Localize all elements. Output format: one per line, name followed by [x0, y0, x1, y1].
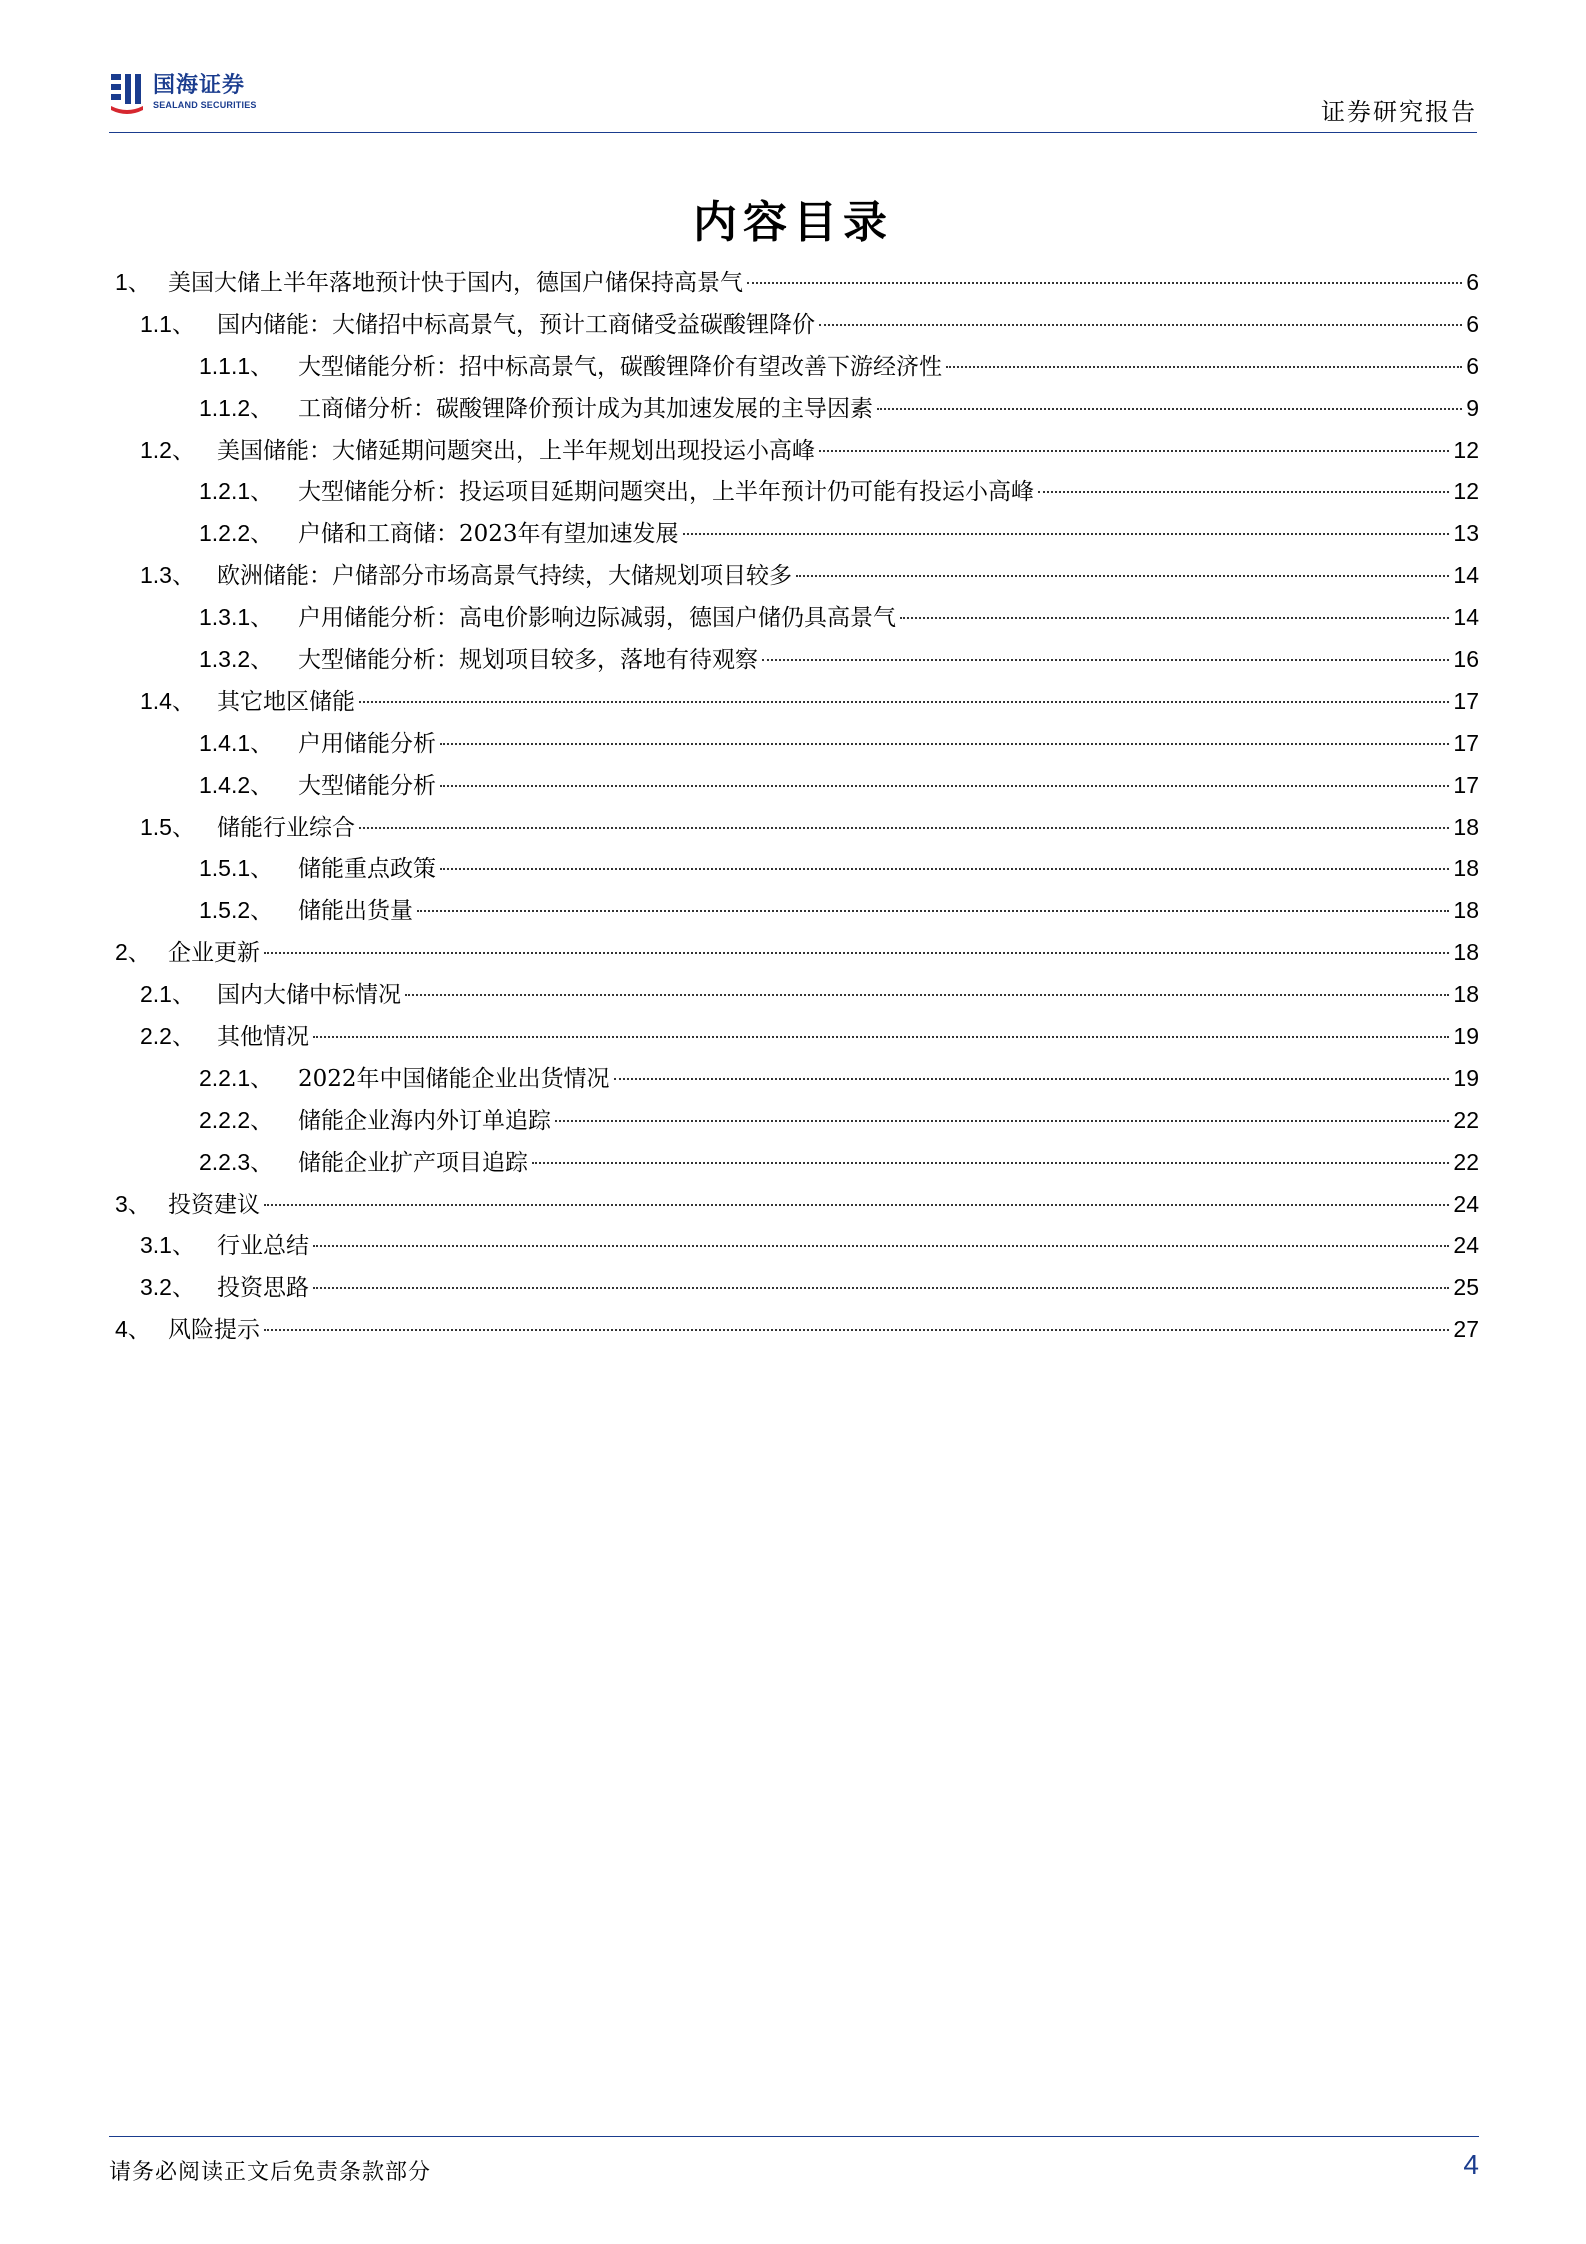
toc-entry-number: 2.1、: [140, 981, 195, 1008]
toc-entry-number: 2.2、: [140, 1023, 195, 1050]
toc-leader-dots: [359, 701, 1449, 703]
toc-entry-number: 1.4、: [140, 687, 195, 714]
toc-entry-number: 1.1.1、: [199, 352, 274, 379]
toc-entry-label: 美国储能：大储延期问题突出，上半年规划出现投运小高峰: [217, 437, 815, 464]
toc-entry-page: 22: [1453, 1148, 1479, 1175]
logo-chinese-name: 国海证券: [153, 73, 246, 98]
toc-leader-dots: [417, 910, 1449, 912]
toc-entry-page: 17: [1453, 771, 1479, 798]
page-title: 内容目录: [693, 197, 893, 248]
toc-entry-page: 18: [1453, 981, 1479, 1008]
toc-entry-number: 1.3.1、: [199, 604, 274, 631]
toc-leader-dots: [532, 1162, 1449, 1164]
toc-entry-label: 国内储能：大储招中标高景气，预计工商储受益碳酸锂降价: [217, 311, 815, 338]
toc-entry[interactable]: [115, 1309, 1479, 1351]
toc-entry-label: 工商储分析：碳酸锂降价预计成为其加速发展的主导因素: [298, 395, 873, 422]
toc-entry-page: 12: [1453, 478, 1479, 505]
toc-entry[interactable]: [115, 932, 1479, 974]
toc-leader-dots: [440, 743, 1449, 745]
toc-entry-label: 其他情况: [217, 1024, 309, 1051]
toc-entry-label: 投资建议: [168, 1191, 260, 1218]
toc-leader-dots: [796, 575, 1449, 577]
toc-entry[interactable]: [115, 1016, 1479, 1058]
toc-entry[interactable]: [115, 513, 1479, 555]
toc-entry-page: 24: [1453, 1190, 1479, 1217]
toc-leader-dots: [555, 1120, 1449, 1122]
toc-entry[interactable]: [115, 1058, 1479, 1100]
toc-entry[interactable]: [115, 681, 1479, 723]
toc-entry-page: 18: [1453, 855, 1479, 882]
toc-entry-number: 1.2.2、: [199, 520, 274, 547]
toc-entry-number: 2.2.1、: [199, 1064, 274, 1091]
toc-entry-label: 企业更新: [168, 940, 260, 967]
toc-entry-page: 24: [1453, 1232, 1479, 1259]
toc-entry-label: 户用储能分析: [298, 730, 436, 757]
toc-entry-label: 储能企业扩产项目追踪: [298, 1149, 528, 1176]
toc-leader-dots: [819, 324, 1462, 326]
toc-leader-dots: [819, 450, 1449, 452]
toc-entry[interactable]: [115, 974, 1479, 1016]
toc-leader-dots: [264, 1204, 1449, 1206]
toc-entry-number: 1.1.2、: [199, 394, 274, 421]
toc-entry-number: 1.2.1、: [199, 478, 274, 505]
toc-entry-number: 1.5、: [140, 813, 195, 840]
toc-entry-number: 1.2、: [140, 436, 195, 463]
toc-entry-page: 13: [1453, 520, 1479, 547]
sealand-logo-icon: [109, 70, 145, 114]
toc-leader-dots: [900, 617, 1449, 619]
toc-entry[interactable]: [115, 1142, 1479, 1184]
toc-entry-label: 户储和工商储：2023年有望加速发展: [298, 521, 679, 548]
table-of-contents: [115, 262, 1479, 1351]
toc-entry-label: 欧洲储能：户储部分市场高景气持续，大储规划项目较多: [217, 563, 792, 590]
toc-entry-page: 18: [1453, 897, 1479, 924]
page-footer: [109, 2136, 1479, 2185]
toc-leader-dots: [683, 533, 1450, 535]
toc-entry-page: 6: [1466, 310, 1479, 337]
toc-entry-page: 6: [1466, 269, 1479, 295]
toc-entry-number: 3.2、: [140, 1274, 195, 1301]
toc-entry-number: 2.2.2、: [199, 1106, 274, 1133]
disclaimer-text: 请务必阅读正文后免责条款部分: [109, 2160, 432, 2185]
toc-entry-page: 17: [1453, 729, 1479, 756]
toc-entry-page: 25: [1453, 1274, 1479, 1301]
toc-entry[interactable]: [115, 1184, 1479, 1226]
toc-leader-dots: [747, 282, 1462, 284]
page-number: 4: [1463, 2149, 1479, 2180]
toc-entry-page: 14: [1453, 604, 1479, 631]
toc-entry-page: 27: [1453, 1316, 1479, 1343]
toc-entry-page: 6: [1466, 352, 1479, 379]
toc-entry[interactable]: [115, 1100, 1479, 1142]
toc-entry-number: 1.1、: [140, 310, 195, 337]
toc-entry-label: 大型储能分析: [298, 772, 436, 799]
toc-entry-page: 16: [1453, 646, 1479, 673]
toc-entry-label: 储能重点政策: [298, 856, 436, 883]
toc-leader-dots: [313, 1287, 1449, 1289]
toc-leader-dots: [614, 1078, 1450, 1080]
toc-entry-page: 17: [1453, 687, 1479, 714]
toc-entry-label: 2022年中国储能企业出货情况: [298, 1065, 610, 1092]
toc-entry-page: 22: [1453, 1106, 1479, 1133]
toc-entry-number: 4、: [115, 1316, 151, 1343]
toc-entry-number: 1.5.2、: [199, 897, 274, 924]
toc-leader-dots: [762, 659, 1449, 661]
toc-leader-dots: [1038, 491, 1449, 493]
toc-entry-number: 1.4.2、: [199, 771, 274, 798]
toc-leader-dots: [313, 1036, 1449, 1038]
toc-entry[interactable]: [115, 430, 1479, 472]
toc-entry-page: 19: [1453, 1023, 1479, 1050]
toc-entry[interactable]: [115, 890, 1479, 932]
toc-entry-page: 19: [1453, 1064, 1479, 1091]
toc-leader-dots: [440, 785, 1449, 787]
toc-leader-dots: [877, 408, 1462, 410]
toc-entry-label: 行业总结: [217, 1233, 309, 1260]
toc-entry-label: 储能企业海内外订单追踪: [298, 1107, 551, 1134]
toc-leader-dots: [359, 827, 1449, 829]
toc-entry-label: 国内大储中标情况: [217, 982, 401, 1009]
toc-entry-label: 户用储能分析：高电价影响边际减弱，德国户储仍具高景气: [298, 605, 896, 632]
toc-entry[interactable]: [115, 1225, 1479, 1267]
toc-entry-number: 3.1、: [140, 1232, 195, 1259]
toc-entry-number: 1.3.2、: [199, 646, 274, 673]
toc-entry-number: 2.2.3、: [199, 1148, 274, 1175]
toc-entry[interactable]: [115, 471, 1479, 513]
page-header: [109, 52, 1477, 133]
toc-entry-label: 美国大储上半年落地预计快于国内，德国户储保持高景气: [168, 270, 743, 296]
toc-entry[interactable]: [115, 848, 1479, 890]
toc-entry-number: 2、: [115, 939, 151, 966]
toc-entry-label: 储能行业综合: [217, 814, 355, 841]
toc-entry-page: 18: [1453, 813, 1479, 840]
toc-entry-page: 12: [1453, 436, 1479, 463]
toc-entry-page: 9: [1466, 394, 1479, 421]
toc-entry[interactable]: [115, 597, 1479, 639]
toc-entry[interactable]: [115, 555, 1479, 597]
toc-entry-label: 风险提示: [168, 1317, 260, 1344]
toc-entry-number: 1、: [115, 269, 151, 295]
toc-entry[interactable]: [115, 304, 1479, 346]
toc-entry-label: 大型储能分析：招中标高景气，碳酸锂降价有望改善下游经济性: [298, 353, 942, 380]
toc-entry-number: 1.5.1、: [199, 855, 274, 882]
report-type-label: 证券研究报告: [1321, 98, 1477, 126]
toc-entry[interactable]: [115, 639, 1479, 681]
toc-leader-dots: [405, 994, 1449, 996]
toc-entry[interactable]: [115, 723, 1479, 765]
toc-entry-label: 大型储能分析：投运项目延期问题突出，上半年预计仍可能有投运小高峰: [298, 479, 1034, 506]
toc-entry-number: 3、: [115, 1190, 151, 1217]
toc-entry-number: 1.4.1、: [199, 729, 274, 756]
logo-english-name: SEALAND SECURITIES: [153, 100, 257, 110]
toc-entry[interactable]: [115, 346, 1479, 388]
toc-leader-dots: [264, 1329, 1449, 1331]
toc-entry-label: 其它地区储能: [217, 688, 355, 715]
toc-entry[interactable]: [115, 765, 1479, 807]
toc-entry-label: 投资思路: [217, 1275, 309, 1302]
toc-leader-dots: [264, 952, 1449, 954]
toc-entry[interactable]: [115, 1267, 1479, 1309]
toc-entry-page: 14: [1453, 562, 1479, 589]
toc-leader-dots: [440, 868, 1449, 870]
toc-leader-dots: [946, 366, 1462, 368]
company-logo: [109, 66, 257, 118]
toc-entry[interactable]: [115, 807, 1479, 849]
toc-entry-page: 18: [1453, 939, 1479, 966]
toc-entry-number: 1.3、: [140, 562, 195, 589]
toc-entry[interactable]: [115, 388, 1479, 430]
toc-entry[interactable]: [115, 262, 1479, 304]
toc-entry-label: 大型储能分析：规划项目较多，落地有待观察: [298, 647, 758, 674]
toc-entry-label: 储能出货量: [298, 898, 413, 925]
toc-leader-dots: [313, 1245, 1449, 1247]
